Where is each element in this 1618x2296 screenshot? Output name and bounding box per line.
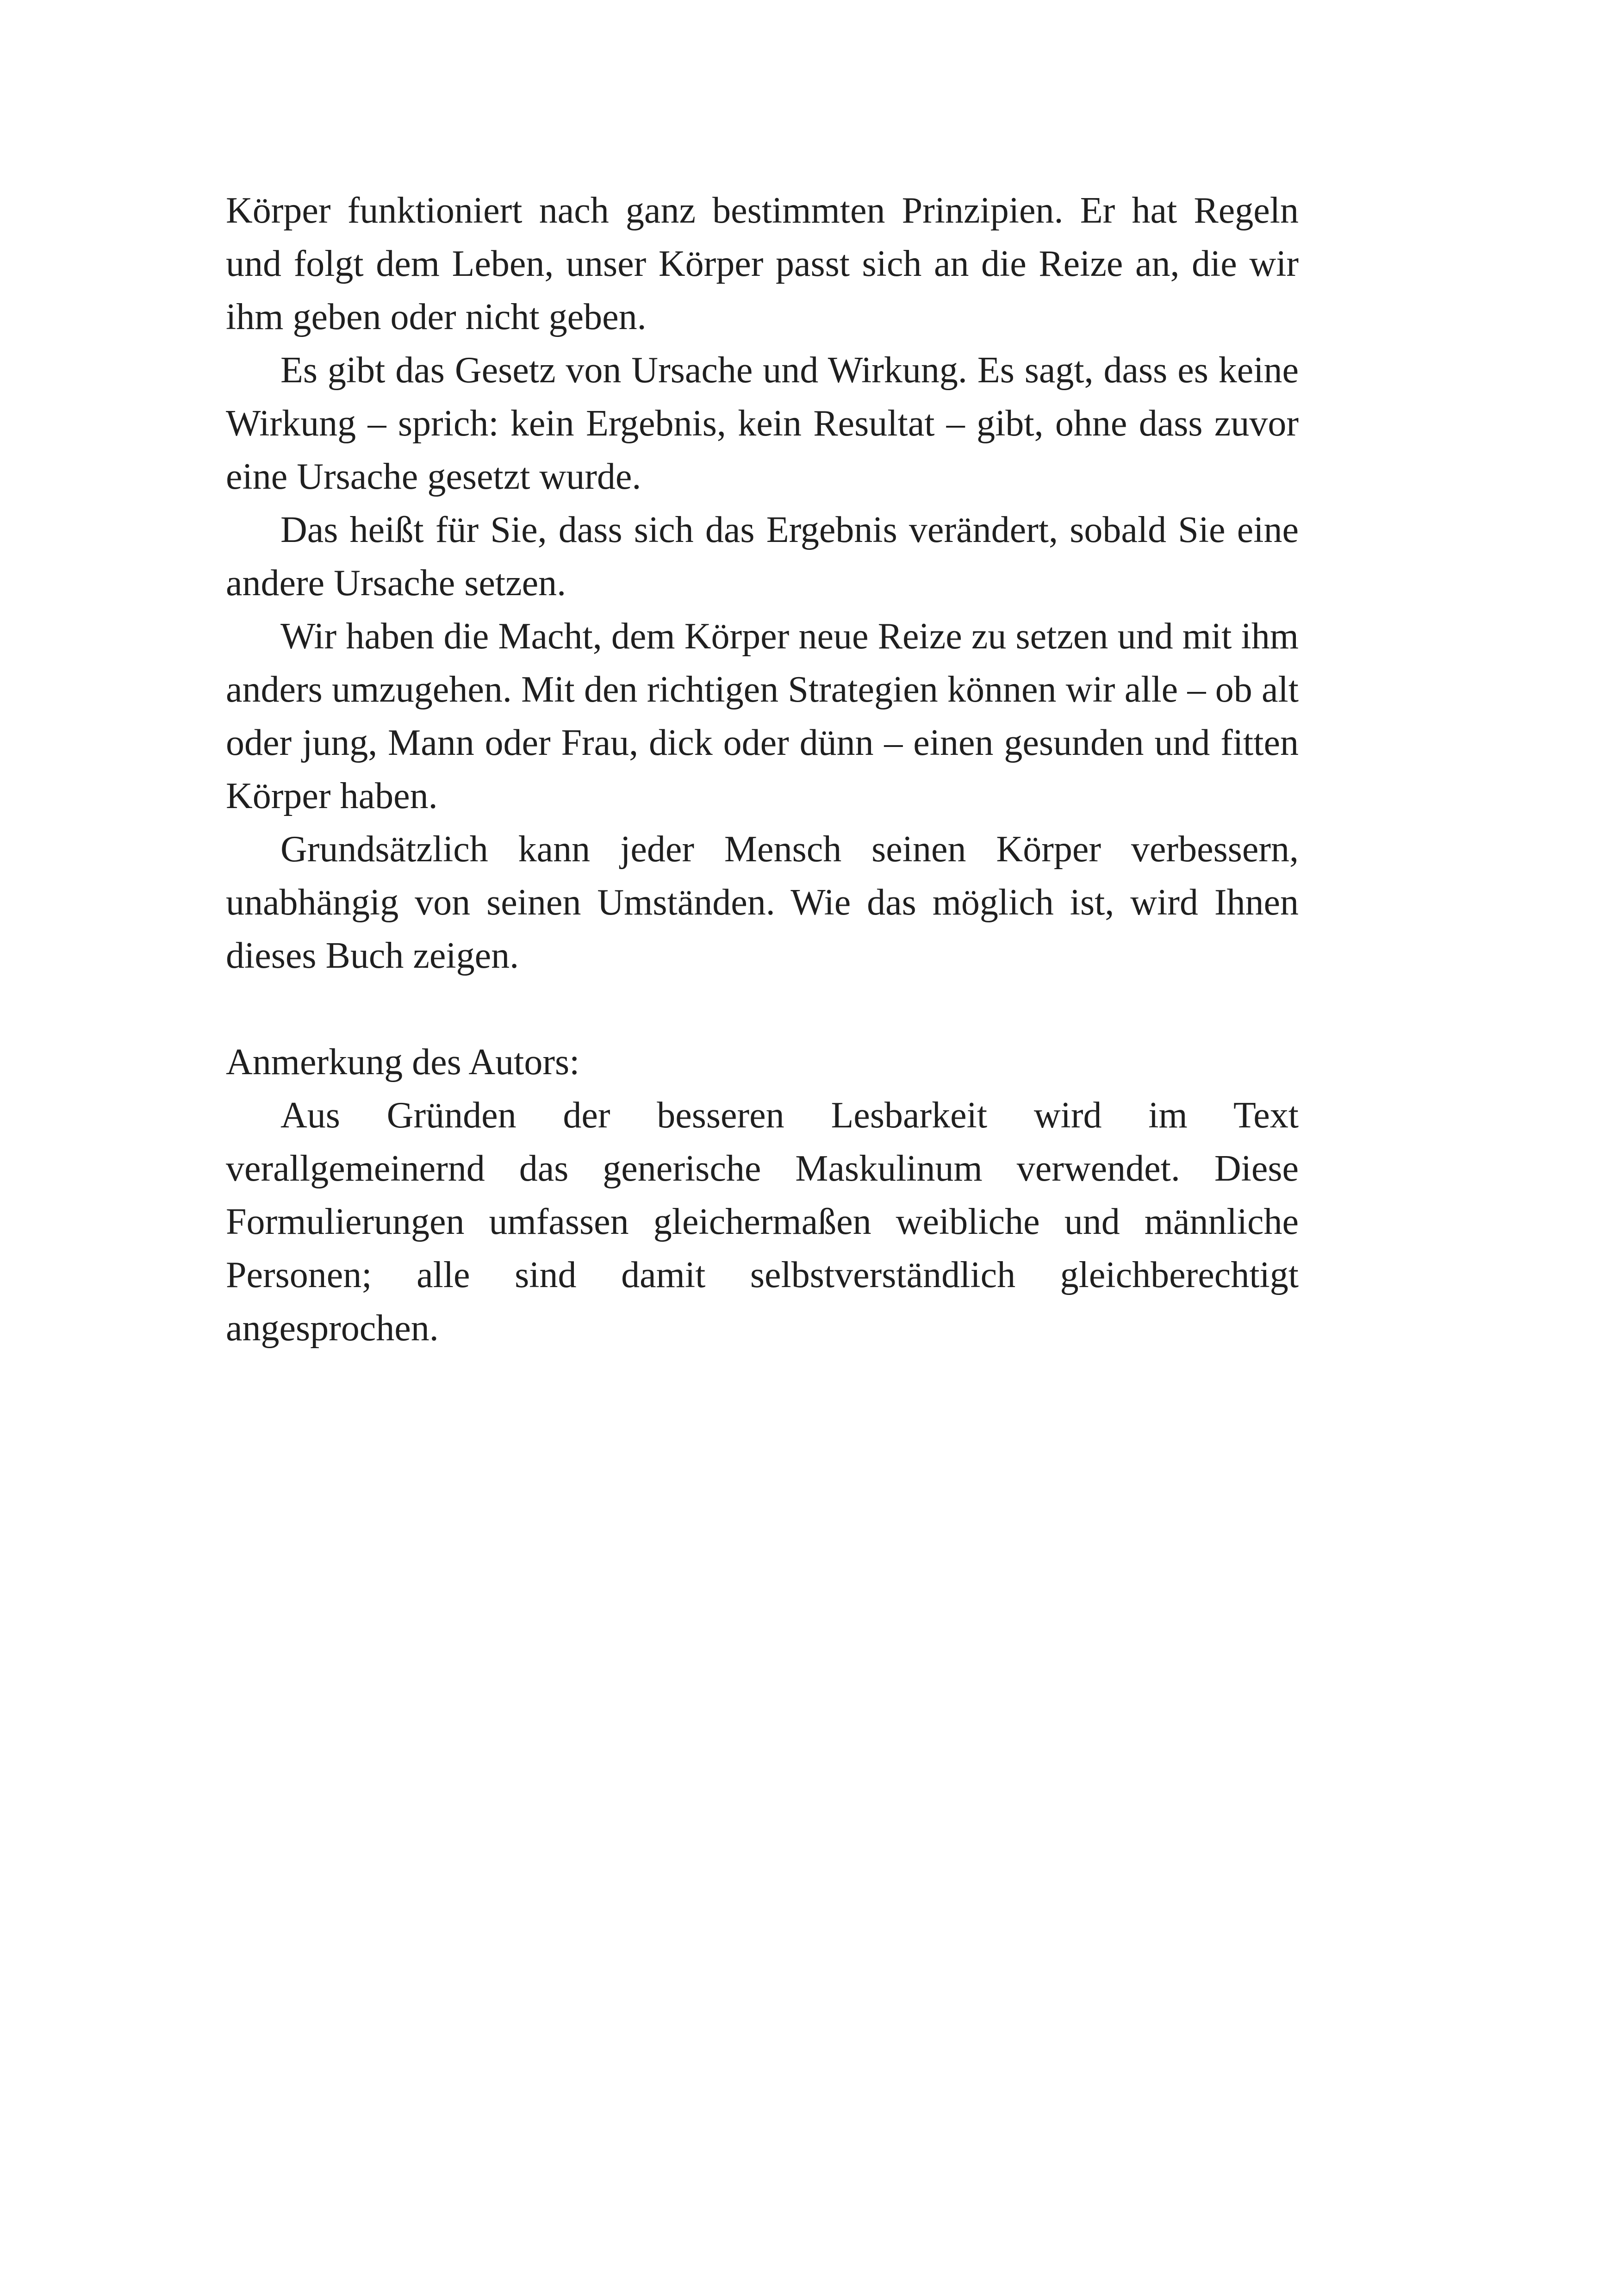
author-note-heading: Anmerkung des Autors: [226, 1042, 580, 1083]
author-note-text: Aus Gründen der besseren Lesbarkeit wird im Text verallgemeinernd das generische Maskulinum verwendet. Diese Formulierungen umfassen gleichermaßen weibliche und männliche Personen; alle sind damit selbstverständlich gleichberechtigt angesprochen. [226, 1095, 1299, 1349]
paragraph: Grundsätzlich kann jeder Mensch seinen Körper verbessern, unabhängig von seinen Umständen. Wie das möglich ist, wird Ihnen dieses Buch zeigen. [226, 829, 1299, 976]
paragraph: Das heißt für Sie, dass sich das Ergebnis verändert, sobald Sie eine andere Ursache setzen. [226, 510, 1299, 604]
paragraph: Wir haben die Macht, dem Körper neue Reize zu setzen und mit ihm anders umzugehen. Mit den richtigen Strategien können wir alle – ob alt oder jung, Mann oder Frau, dick oder dünn – einen gesunden und fitten Körper haben. [226, 616, 1299, 816]
paragraph: Körper funktioniert nach ganz bestimmten Prinzipien. Er hat Regeln und folgt dem Leben, unser Körper passt sich an die Reize an, die wir ihm geben oder nicht geben. [226, 190, 1299, 337]
page-text [226, 184, 1299, 1355]
paragraph: Es gibt das Gesetz von Ursache und Wirkung. Es sagt, dass es keine Wirkung – sprich: kein Ergebnis, kein Resultat – gibt, ohne dass zuvor eine Ursache gesetzt wurde. [226, 350, 1299, 497]
